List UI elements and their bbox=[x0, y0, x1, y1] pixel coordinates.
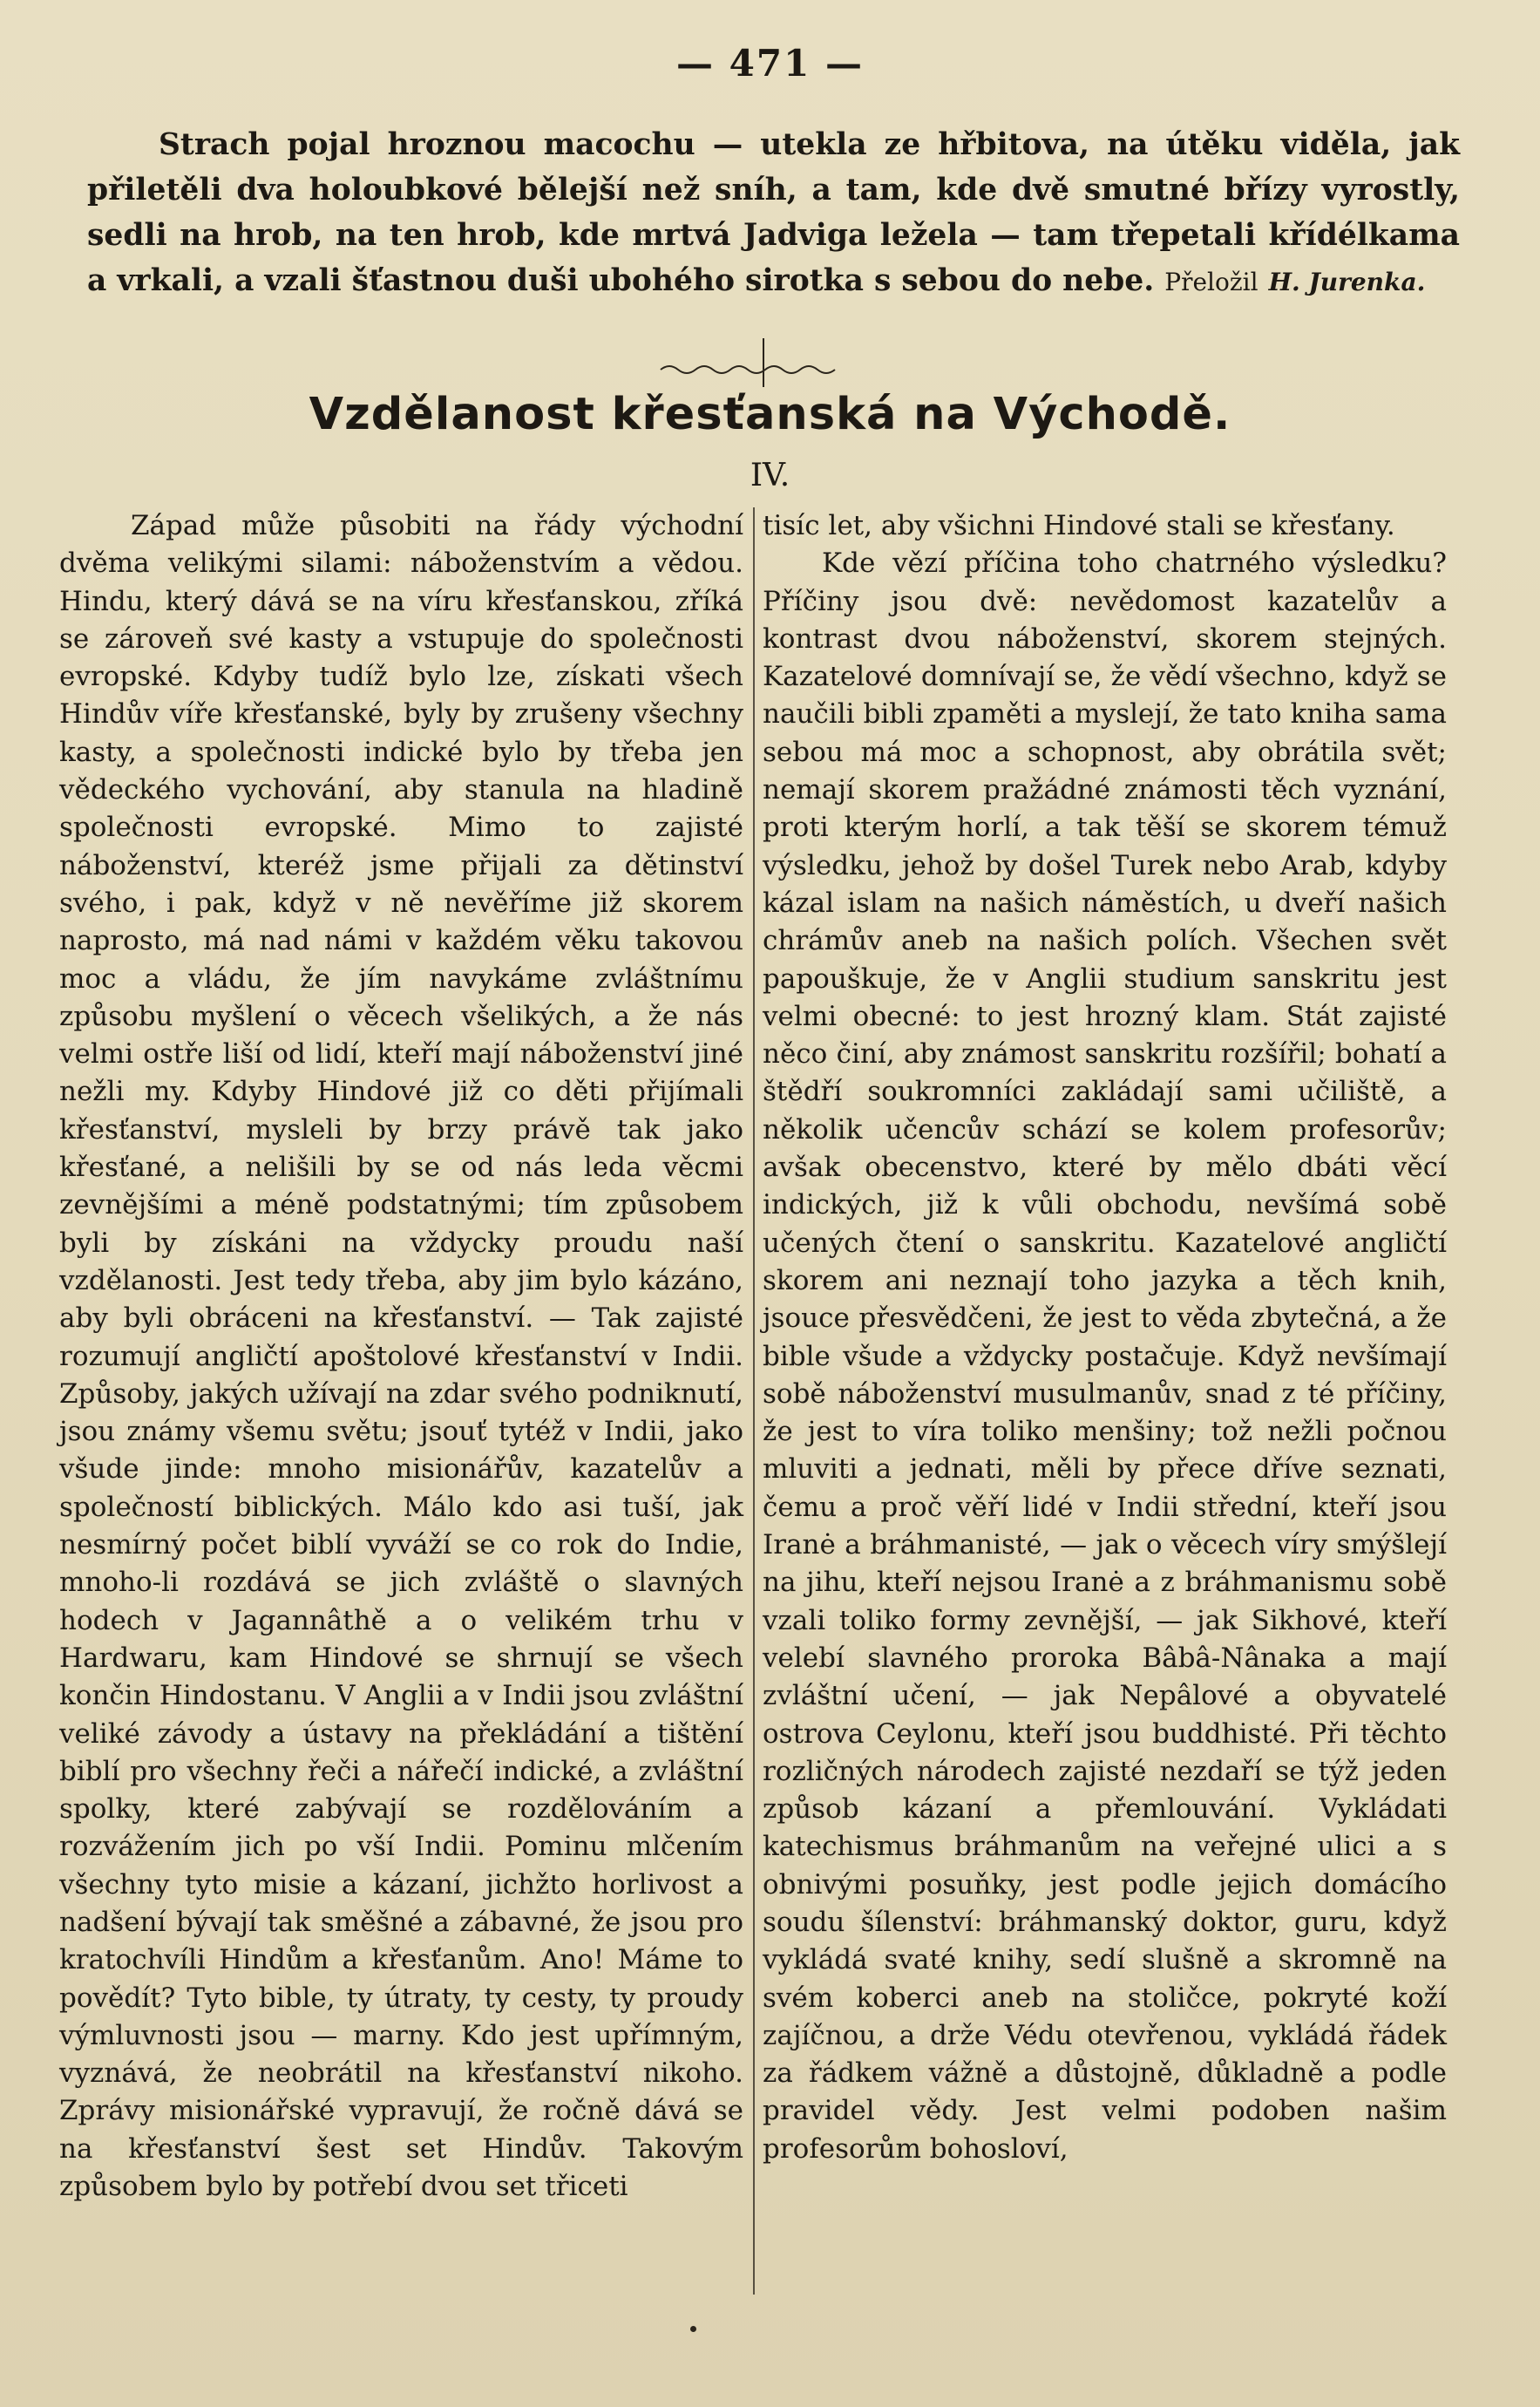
section-number: IV. bbox=[750, 458, 790, 493]
right-column bbox=[763, 507, 1447, 2168]
ornament-divider-icon bbox=[654, 330, 845, 391]
bottom-dot bbox=[690, 2326, 696, 2332]
intro-paragraph bbox=[87, 122, 1460, 305]
intro-text: Strach pojal hroznou macochu — utekla ze hřbitova, na útěku viděla, jak přiletěli dva holoubkové bělejší než sníh, a tam, kde dvě smutné břízy vyrostly, sedli na hrob, na ten hrob, kde mrtvá Jadviga ležela — tam třepetali křídélkama a vrkali, a vzali šťastnou duši ubohého sirotka s sebou do nebe. bbox=[87, 127, 1460, 298]
signature-label: Přeložil bbox=[1164, 268, 1258, 296]
right-column-paragraph: Kde vězí příčina toho chatrného výsledku? Příčiny jsou dvě: nevědomost kazatelův a kontrast dvou náboženství, skorem stejných. Kazatelové domnívají se, že vědí všechno, když se naučili bibli zpaměti a myslejí, že tato kniha sama sebou má moc a schopnost, aby obrátila svět; nemají skorem pražádné známosti těch vyznání, proti kterým horlí, a tak těší se skorem témuž výsledku, jehož by došel Turek nebo Arab, kdyby kázal islam na našich náměstích, u dveří našich chrámův aneb na našich polích. Všechen svět papouškuje, že v Anglii studium sanskritu jest velmi obecné: to jest hrozný klam. Stát zajisté něco činí, aby známost sanskritu rozšířil; bohatí a štědří soukromníci zakládají sami učiliště, a několik učencův schází se kolem profesorův; avšak obecenstvo, které by mělo dbáti věcí indických, již k vůli obchodu, nevšímá sobě učených čtení o sanskritu. Kazatelové angličtí skorem ani neznají toho jazyka a těch knih, jsouce přesvědčeni, že jest to věda zbytečná, a že bible všude a vždycky postačuje. Když nevšímají sobě náboženství musulmanův, snad z té příčiny, že jest to víra toliko menšiny; tož nežli počnou mluviti a jednati, měli by přece dříve seznati, čemu a proč věří lidé v Indii střední, kteří jsou Iranė a bráhmanisté, — jak o věcech víry smýšlejí na jihu, kteří nejsou Iranė a z bráhmanismu sobě vzali toliko formy zevnější, — jak Sikhové, kteří velebí slavného proroka Bâbâ-Nânaka a mají zvláštní učení, — jak Nepâlové a obyvatelé ostrova Ceylonu, kteří jsou buddhisté. Při těchto rozličných národech zajisté nezdaří se týž jeden způsob kázaní a přemlouvání. Vykládati katechismus bráhmanům na veřejné ulici a s obnivými posuňky, jest podle jejich domácího soudu šílenství: bráhmanský doktor, guru, když vykládá svaté knihy, sedí slušně a skromně na svém koberci aneb na stoličce, pokryté koží zajíčnou, a drže Védu otevřenou, vykládá řádek za řádkem vážně a důstojně, důkladně a podle pravidel vědy. Jest velmi podoben našim profesorům bohosloví, bbox=[763, 547, 1447, 2165]
right-column-continuation: tisíc let, aby všichni Hindové stali se křesťany. bbox=[763, 510, 1395, 541]
column-divider bbox=[753, 507, 755, 2295]
article-title: Vzdělanost křesťanská na Východě. bbox=[309, 389, 1231, 440]
page-number: — 471 — bbox=[676, 42, 864, 85]
left-column bbox=[59, 507, 743, 2206]
left-column-text: Západ může působiti na řády východní dvěma velikými silami: náboženstvím a vědou. Hindu, který dává se na víru křesťanskou, zříká se zároveň své kasty a vstupuje do společnosti evropské. Kdyby tudíž bylo lze, získati všech Hindův víře křesťanské, byly by zrušeny všechny kasty, a společnosti indické bylo by třeba jen vědeckého vychování, aby stanula na hladině společnosti evropské. Mimo to zajisté náboženství, kteréž jsme přijali za dětinství svého, i pak, když v ně nevěříme již skorem naprosto, má nad námi v každém věku takovou moc a vládu, že jím navykáme zvláštnímu způsobu myšlení o věcech všelikých, a že nás velmi ostře liší od lidí, kteří mají náboženství jiné nežli my. Kdyby Hindové již co děti přijímali křesťanství, mysleli by brzy právě tak jako křesťané, a nelišili by se od nás leda věcmi zevnějšími a méně podstatnými; tím způsobem byli by získáni na vždycky proudu naší vzdělanosti. Jest tedy třeba, aby jim bylo kázáno, aby byli obráceni na křesťanství. — Tak zajisté rozumují angličtí apoštolové křesťanství v Indii. Způsoby, jakých užívají na zdar svého podniknutí, jsou známy všemu světu; jsouť tytéž v Indii, jako všude jinde: mnoho misionářův, kazatelův a společností biblických. Málo kdo asi tuší, jak nesmírný počet biblí vyváží se co rok do Indie, mnoho-li rozdává se jich zvláště o slavných hodech v Jagannâthě a o velikém trhu v Hardwaru, kam Hindové se shrnují se všech končin Hindostanu. V Anglii a v Indii jsou zvláštní veliké závody a ústavy na překládání a tištění biblí pro všechny řeči a nářečí indické, a zvláštní spolky, které zabývají se rozdělováním a rozvážením jich po vší Indii. Pominu mlčením všechny tyto misie a kázaní, jichžto horlivost a nadšení bývají tak směšné a zábavné, že jsou pro kratochvíli Hindům a křesťanům. Ano! Máme to povědít? Tyto bible, ty útraty, ty cesty, ty proudy výmluvnosti jsou — marny. Kdo jest upřímným, vyznává, že neobrátil na křesťanství nikoho. Zprávy misionářské vypravují, že ročně dává se na křesťanství šest set Hindův. Takovým způsobem bylo by potřebí dvou set třiceti bbox=[59, 510, 743, 2203]
signature-name: H. Jurenka. bbox=[1268, 268, 1426, 296]
